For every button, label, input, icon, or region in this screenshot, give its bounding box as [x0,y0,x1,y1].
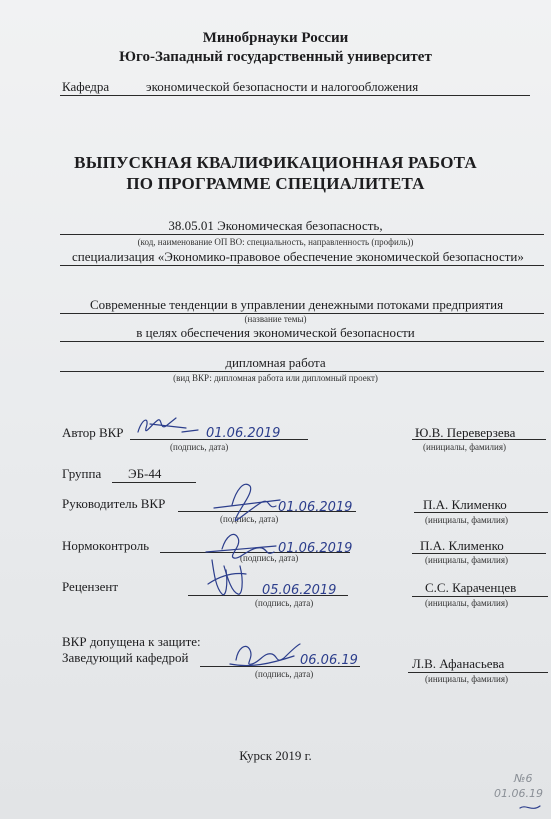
author-name-caption: (инициалы, фамилия) [423,442,506,452]
normcontrol-label: Нормоконтроль [62,538,150,553]
program-caption: (код, наименование ОП ВО: специальность, направленность (профиль)) [137,237,414,247]
pencil-note-number: №6 [514,772,533,785]
admission-label: ВКР допущена к защите: [62,634,201,649]
reviewer-sign-caption: (подпись, дата) [255,598,314,608]
author-sign-date: 01.06.2019 [206,426,281,441]
author-label: Автор ВКР [62,425,124,440]
supervisor-name-caption: (инициалы, фамилия) [425,515,508,525]
supervisor-sign-caption: (подпись, дата) [220,514,279,524]
work-title-line2: ПО ПРОГРАММЕ СПЕЦИАЛИТЕТА [126,174,425,193]
head-of-department-label: Заведующий кафедрой [62,650,189,665]
normcontrol-name: П.А. Клименко [420,538,504,553]
head-sign-date: 06.06.19 [300,653,358,668]
university-name: Юго-Западный государственный университет [119,49,432,65]
author-signature [138,418,198,432]
reviewer-sign-date: 05.06.2019 [262,583,337,598]
work-type-value: дипломная работа [225,355,326,370]
normcontrol-sign-caption: (подпись, дата) [240,553,299,563]
supervisor-label: Руководитель ВКР [62,496,166,511]
department-value: экономической безопасности и налогообложения [146,79,419,94]
work-type-caption: (вид ВКР: дипломная работа или дипломный проект) [173,373,378,383]
ministry-name: Минобрнауки России [202,30,349,46]
reviewer-name-caption: (инициалы, фамилия) [425,598,508,608]
admission-sign-caption: (подпись, дата) [255,669,314,679]
city-year: Курск 2019 г. [239,748,312,763]
author-name: Ю.В. Переверзева [415,425,516,440]
specialization: специализация «Экономико-правовое обеспечение экономической безопасности» [72,249,524,264]
supervisor-sign-date: 01.06.2019 [278,500,353,515]
normcontrol-sign-date: 01.06.2019 [278,541,353,556]
head-name-caption: (инициалы, фамилия) [425,674,508,684]
reviewer-name: С.С. Караченцев [425,580,517,595]
pencil-note-date: 01.06.19 [494,787,543,800]
department-label: Кафедра [62,79,110,94]
group-value: ЭБ-44 [128,466,162,481]
supervisor-signature [214,484,280,520]
topic-line1: Современные тенденции в управлении денежными потоками предприятия [90,297,504,312]
pencil-note-mark [520,806,540,808]
topic-caption: (название темы) [244,314,307,324]
head-signature [230,644,300,666]
program-code-name: 38.05.01 Экономическая безопасность, [168,218,383,233]
reviewer-signature [208,560,246,595]
normcontrol-signature [206,534,276,558]
normcontrol-name-caption: (инициалы, фамилия) [425,555,508,565]
group-label: Группа [62,466,102,481]
work-title-line1: ВЫПУСКНАЯ КВАЛИФИКАЦИОННАЯ РАБОТА [74,153,477,172]
head-name: Л.В. Афанасьева [412,656,505,671]
reviewer-label: Рецензент [62,579,119,594]
supervisor-name: П.А. Клименко [423,497,507,512]
author-sign-caption: (подпись, дата) [170,442,229,452]
topic-line2: в целях обеспечения экономической безопасности [136,325,415,340]
